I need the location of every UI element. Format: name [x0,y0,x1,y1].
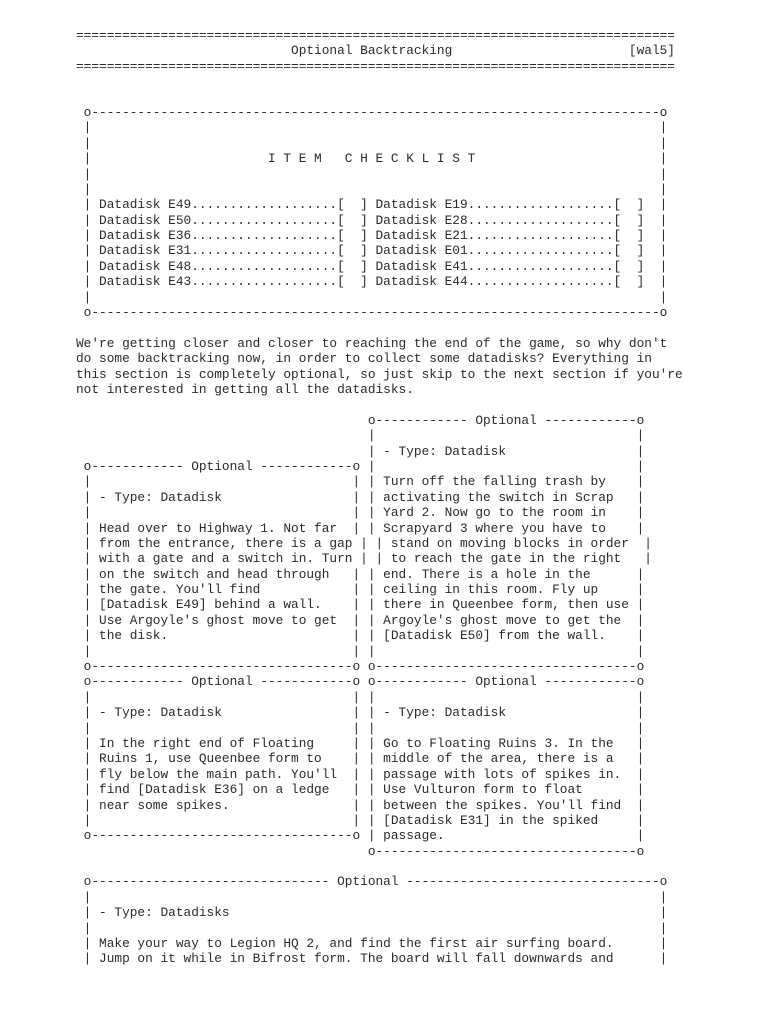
optional-row: | Use Argoyle's ghost move to get | | Argoyle's ghost move to get the | [76,612,645,628]
intro-line: this section is completely optional, so just skip to the next section if you're [76,366,683,382]
checklist-row: | | [76,135,668,151]
optional-row: | | | [Datadisk E31] in the spiked | [76,812,645,828]
intro-line: not interested in getting all the datadisks. [76,381,414,397]
optional-border: o------------------------------- Optional ---------------------------------o [76,874,668,890]
checklist-item: | Datadisk E48...................[ ] Datadisk E41...................[ ] | [76,258,668,274]
checklist-item: | Datadisk E36...................[ ] Datadisk E21...................[ ] | [76,228,668,244]
checklist-border: o--------------------------------------------------------------------------o [76,305,668,321]
optional-row: | | | | [76,720,645,736]
optional-row: | on the switch and head through | | end. There is a hole in the | [76,566,645,582]
header-rule: ============================================================================== [76,28,675,43]
checklist-row: | | [76,181,668,197]
optional-row: o------------ Optional ------------o [76,412,645,428]
checklist-border: o--------------------------------------------------------------------------o [76,104,668,120]
checklist-item: | Datadisk E43...................[ ] Datadisk E44...................[ ] | [76,274,668,290]
optional-row: o------------ Optional ------------o | | [76,458,645,474]
spacer [76,320,683,335]
optional-row: | - Type: Datadisks | [76,905,668,921]
checklist-row: | | [76,120,668,136]
optional-row: o----------------------------------o | passage. | [76,828,645,844]
header-title: Optional Backtracking [wal5] [76,43,675,59]
optional-row: o------------ Optional ------------o o------------ Optional ------------o [76,674,645,690]
optional-row: | fly below the main path. You'll | | passage with lots of spikes in. | [76,766,645,782]
optional-row: | [Datadisk E49] behind a wall. | | there in Queenbee form, then use | [76,597,645,613]
checklist-item: | Datadisk E31...................[ ] Datadisk E01...................[ ] | [76,243,668,259]
checklist-row: | | [76,166,668,182]
optional-row: | near some spikes. | | between the spikes. You'll find | [76,797,645,813]
optional-row: | In the right end of Floating | | Go to Floating Ruins 3. In the | [76,735,645,751]
optional-row: | | [76,889,668,905]
optional-row: | find [Datadisk E36] on a ledge | | Use Vulturon form to float | [76,782,645,798]
optional-row: | Jump on it while in Bifrost form. The board will fall downwards and | [76,951,668,967]
optional-row: | | | | [76,643,645,659]
checklist-item: | Datadisk E50...................[ ] Datadisk E28...................[ ] | [76,212,668,228]
spacer [76,859,683,874]
optional-row: o----------------------------------o o----------------------------------o [76,659,645,675]
optional-row: | Make your way to Legion HQ 2, and find the first air surfing board. | [76,936,668,952]
optional-row: | | [76,428,645,444]
optional-row: | | | Yard 2. Now go to the room in | [76,505,645,521]
spacer [76,397,683,412]
optional-row: | - Type: Datadisk | | - Type: Datadisk | [76,705,645,721]
optional-row: | from the entrance, there is a gap | | stand on moving blocks in order | [76,535,652,551]
header-rule: ============================================================================== [76,58,675,74]
walkthrough-page [76,28,683,967]
checklist-title: | I T E M C H E C K L I S T | [76,151,668,167]
optional-row: | | [76,920,668,936]
checklist-row: | | [76,289,668,305]
intro-line: We're getting closer and closer to reaching the end of the game, so why don't [76,335,668,351]
optional-row: | Ruins 1, use Queenbee form to | | middle of the area, there is a | [76,751,645,767]
optional-row: | the gate. You'll find | | ceiling in this room. Fly up | [76,582,645,598]
optional-row: | | | Turn off the falling trash by | [76,474,645,490]
optional-row: o----------------------------------o [76,843,645,859]
checklist-item: | Datadisk E49...................[ ] Datadisk E19...................[ ] | [76,197,668,213]
spacer [76,74,683,89]
optional-row: | - Type: Datadisk | | activating the switch in Scrap | [76,489,645,505]
optional-row: | - Type: Datadisk | [76,443,645,459]
optional-row: | with a gate and a switch in. Turn | | to reach the gate in the right | [76,551,652,567]
intro-line: do some backtracking now, in order to collect some datadisks? Everything in [76,351,652,367]
optional-row: | Head over to Highway 1. Not far | | Scrapyard 3 where you have to | [76,520,645,536]
optional-row: | | | | [76,689,645,705]
optional-row: | the disk. | | [Datadisk E50] from the wall. | [76,628,645,644]
spacer [76,90,683,105]
